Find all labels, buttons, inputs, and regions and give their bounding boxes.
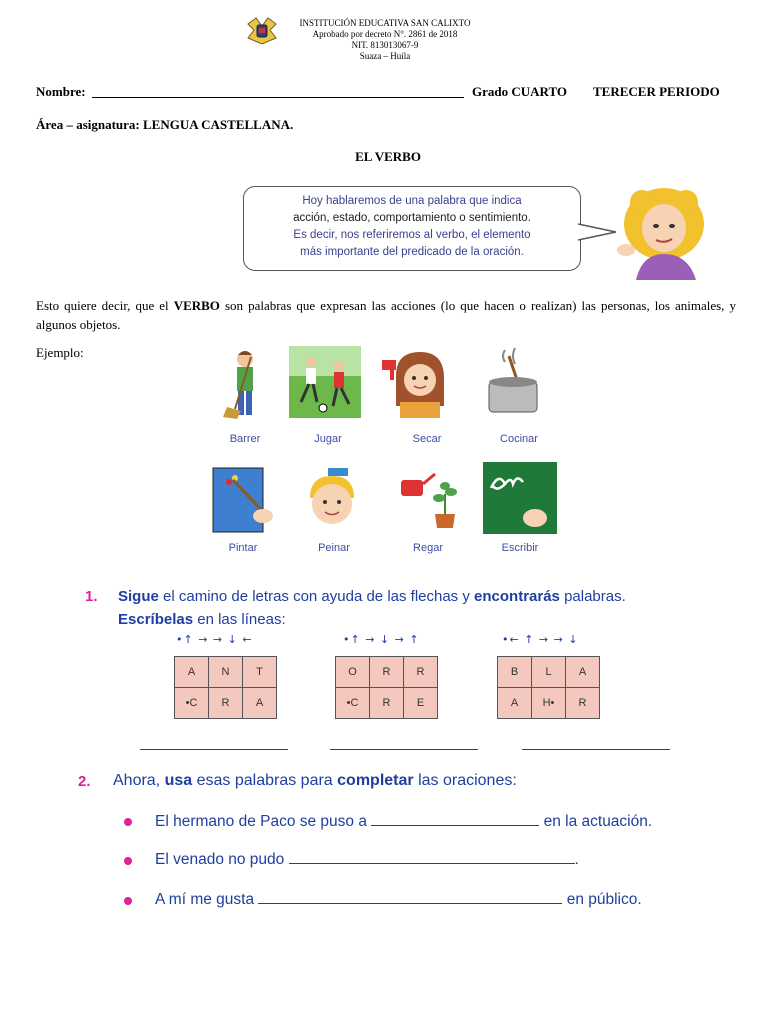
bubble-line-4: más importante del predicado de la oración.	[300, 246, 524, 258]
example-caption: Escribir	[501, 542, 539, 554]
sentence-text: .	[574, 851, 579, 868]
answer-line[interactable]	[330, 749, 478, 750]
bullet-icon	[124, 897, 132, 905]
grid-cell: •C	[336, 688, 370, 719]
exercise-2-instruction	[113, 772, 517, 790]
bullet-icon	[124, 857, 132, 865]
grid-cell: R	[404, 657, 438, 688]
instruction-text: las oraciones:	[413, 772, 517, 789]
bullet-icon	[124, 818, 132, 826]
institution-name: INSTITUCIÓN EDUCATIVA SAN CALIXTO	[299, 18, 471, 28]
decree-text: Aprobado por decreto N°. 2861 de 2018	[312, 29, 458, 39]
grade-text: Grado CUARTO	[472, 84, 568, 99]
exercise-1-number: 1.	[85, 588, 98, 605]
example-caption: Secar	[412, 433, 442, 445]
example-caption: Regar	[413, 542, 443, 554]
sentence-text: en público.	[566, 891, 642, 908]
sentence-3	[155, 891, 642, 909]
grid-cell: E	[404, 688, 438, 719]
letter-puzzle-grid	[335, 656, 438, 719]
instruction-text: Ahora,	[113, 772, 165, 789]
intro-bold-word: VERBO	[173, 298, 220, 313]
grid-cell: •C	[175, 688, 209, 719]
example-caption: Cocinar	[500, 433, 538, 445]
exercise-1-instruction-2	[118, 611, 286, 628]
exercise-1-instruction	[118, 588, 626, 605]
soccer-players-icon	[289, 346, 361, 418]
grid-cell: A	[498, 688, 532, 719]
exercise-2-number: 2.	[78, 773, 91, 790]
sentence-1	[155, 813, 652, 831]
instruction-keyword: Escríbelas	[118, 611, 194, 628]
grid-cell: A	[243, 688, 277, 719]
fill-blank[interactable]	[258, 891, 562, 904]
instruction-text: el camino de letras con ayuda de las flechas y	[158, 588, 475, 605]
combing-boy-icon	[296, 466, 368, 538]
puzzle-arrows: •↑ → → ↓ ←	[176, 633, 253, 646]
intro-text-end: son palabras que expresan las acciones (lo que hacen o realizan) las personas, los animales, y algunos objetos.	[36, 298, 736, 332]
watering-plant-icon	[393, 462, 465, 534]
page-title: EL VERBO	[355, 149, 421, 164]
grid-cell: R	[370, 688, 404, 719]
grid-cell: A	[175, 657, 209, 688]
area-text: Área – asignatura: LENGUA CASTELLANA.	[36, 117, 294, 132]
bubble-line-2: acción, estado, comportamiento o sentimiento.	[293, 212, 531, 224]
grid-cell: R	[370, 657, 404, 688]
sentence-text: El hermano de Paco se puso a	[155, 813, 367, 830]
sentence-2	[155, 851, 579, 869]
fill-blank[interactable]	[289, 851, 575, 864]
puzzle-arrows: •← ↑ → → ↓	[502, 633, 579, 646]
intro-paragraph	[36, 296, 736, 334]
answer-line[interactable]	[140, 749, 288, 750]
writing-chalkboard-icon	[483, 462, 557, 534]
grid-cell: L	[532, 657, 566, 688]
instruction-keyword: usa	[164, 772, 193, 789]
grid-cell: A	[566, 657, 600, 688]
fill-blank[interactable]	[371, 813, 539, 826]
city-text: Suaza – Huila	[359, 51, 411, 61]
grid-cell: T	[243, 657, 277, 688]
example-caption: Pintar	[228, 542, 258, 554]
instruction-text: esas palabras para	[192, 772, 338, 789]
answer-line[interactable]	[522, 749, 670, 750]
instruction-text: palabras.	[559, 588, 626, 605]
speech-bubble	[243, 186, 581, 271]
name-field-line[interactable]	[92, 97, 464, 98]
example-caption: Barrer	[229, 433, 261, 445]
letter-puzzle-grid	[497, 656, 600, 719]
example-caption: Jugar	[314, 433, 342, 445]
grid-cell: R	[566, 688, 600, 719]
sentence-text: en la actuación.	[543, 813, 653, 830]
grid-cell: B	[498, 657, 532, 688]
hair-dryer-girl-icon	[380, 346, 452, 418]
example-caption: Peinar	[318, 542, 350, 554]
letter-puzzle-grid	[174, 656, 277, 719]
girl-character-icon	[612, 184, 712, 280]
cooking-pot-icon	[475, 346, 547, 418]
bubble-line-1: Hoy hablaremos de una palabra que indica	[302, 195, 522, 207]
example-label: Ejemplo:	[36, 345, 84, 360]
intro-text-start: Esto quiere decir, que el	[36, 298, 174, 313]
grid-cell: N	[209, 657, 243, 688]
instruction-keyword: Sigue	[118, 588, 159, 605]
puzzle-arrows: •↑ → ↓ → ↑	[343, 633, 420, 646]
sentence-text: A mí me gusta	[155, 891, 255, 908]
sweeping-boy-icon	[207, 347, 279, 419]
grid-cell: R	[209, 688, 243, 719]
name-label: Nombre:	[36, 84, 86, 99]
nit-text: NIT. 813013067-9	[351, 40, 419, 50]
instruction-keyword: encontrarás	[474, 588, 560, 605]
bubble-line-3: Es decir, nos referiremos al verbo, el elemento	[293, 229, 531, 241]
period-text: TERECER PERIODO	[593, 84, 720, 99]
painting-hand-icon	[211, 464, 283, 536]
sentence-text: El venado no pudo	[155, 851, 285, 868]
instruction-keyword: completar	[337, 772, 414, 789]
instruction-text: en las líneas:	[193, 611, 286, 628]
grid-cell: O	[336, 657, 370, 688]
grid-cell: H•	[532, 688, 566, 719]
